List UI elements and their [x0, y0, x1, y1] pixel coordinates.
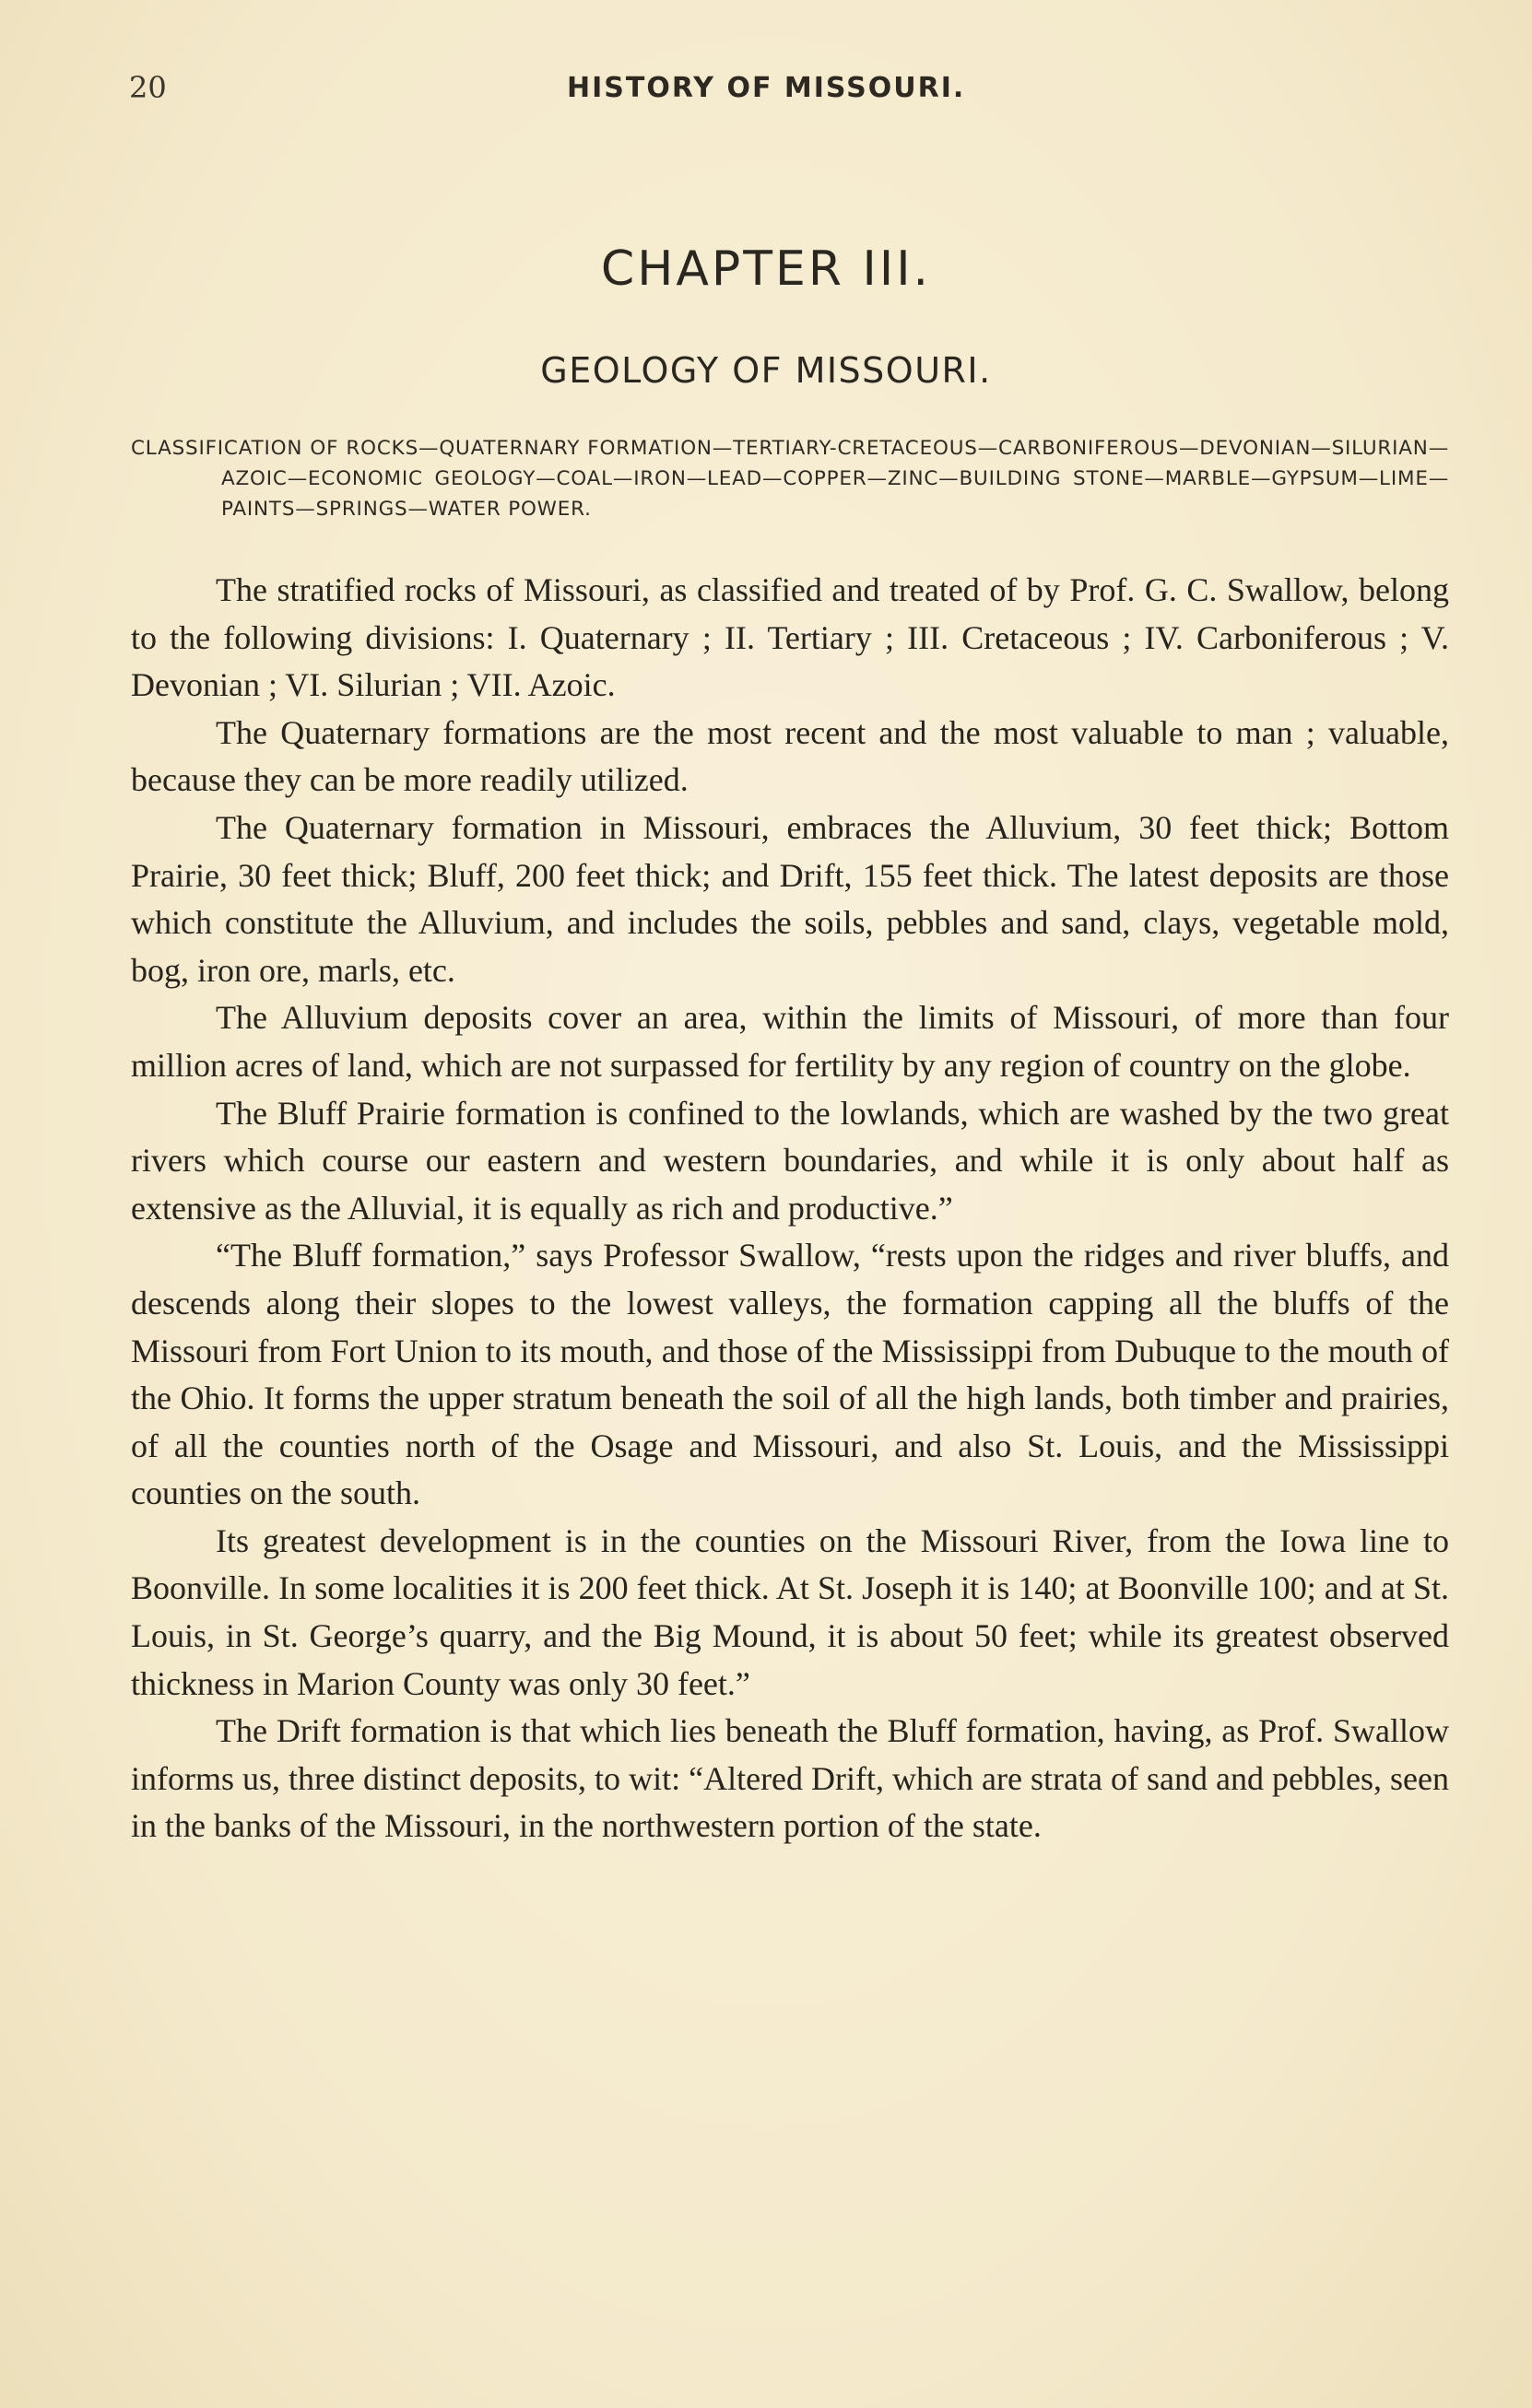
page-number: 20 [129, 70, 167, 105]
paragraph: The Quaternary formation in Missouri, embraces the Alluvium, 30 feet thick; Bottom Prairie, 30 feet thick; Bluff, 200 feet thick; and Drift, 155 feet thick. The latest deposits are those which constitute the Alluvium, and includes the soils, pebbles and sand, clays, vegetable mold, bog, iron ore, marls, etc. [131, 808, 1449, 989]
body-text [131, 567, 1449, 1850]
chapter-synopsis [131, 433, 1449, 524]
paragraph: “The Bluff formation,” says Professor Swallow, “rests upon the ridges and river bluffs, and descends along their slopes to the lowest valleys, the formation capping all the bluffs of the Missouri from Fort Union to its mouth, and those of the Mississippi from Dubuque to the mouth of the Ohio. It forms the upper stratum beneath the soil of all the high lands, both timber and prairies, of all the counties north of the Osage and Missouri, and also St. Louis, and the Mississippi counties on the south. [131, 1237, 1449, 1512]
paragraph: Its greatest development is in the counties on the Missouri River, from the Iowa line to Boonville. In some localities it is 200 feet thick. At St. Joseph it is 140; at Boonville 100; and at St. Louis, in St. George’s quarry, and the Big Mound, it is about 50 feet; while its greatest observed thickness in Marion County was only 30 feet.” [131, 1521, 1449, 1702]
chapter-subtitle: GEOLOGY OF MISSOURI. [540, 350, 992, 391]
chapter-title: CHAPTER III. [600, 241, 932, 297]
paragraph: The Drift formation is that which lies beneath the Bluff formation, having, as Prof. Swallow informs us, three distinct deposits, to wit: “Altered Drift, which are strata of sand and pebbles, seen in the banks of the Missouri, in the northwestern portion of the state. [131, 1712, 1449, 1845]
running-title: HISTORY OF MISSOURI. [567, 72, 966, 104]
paragraph: The Quaternary formations are the most recent and the most valuable to man ; valuable, because they can be more readily utilized. [131, 713, 1449, 799]
paragraph: The Alluvium deposits cover an area, within the limits of Missouri, of more than four million acres of land, which are not surpassed for fertility by any region of country on the globe. [131, 999, 1449, 1084]
running-head [129, 70, 1431, 107]
paragraph: The Bluff Prairie formation is confined to the lowlands, which are washed by the two great rivers which course our eastern and western boundaries, and while it is only about half as extensive as the Alluvial, it is equally as rich and productive.” [131, 1094, 1449, 1227]
synopsis-text: CLASSIFICATION OF ROCKS—QUATERNARY FORMATION—TERTIARY-CRETACEOUS—CARBONIFEROUS—DEVONIAN—SILURIAN—AZOIC—ECONOMIC GEOLOGY—COAL—IRON—LEAD—COPPER—ZINC—BUILDING STONE—MARBLE—GYPSUM—LIME—PAINTS—SPRINGS—WATER POWER. [131, 437, 1449, 521]
paragraph: The stratified rocks of Missouri, as classified and treated of by Prof. G. C. Swallow, belong to the following divisions: I. Quaternary ; II. Tertiary ; III. Cretaceous ; IV. Carboniferous ; V. Devonian ; VI. Silurian ; VII. Azoic. [131, 571, 1449, 704]
